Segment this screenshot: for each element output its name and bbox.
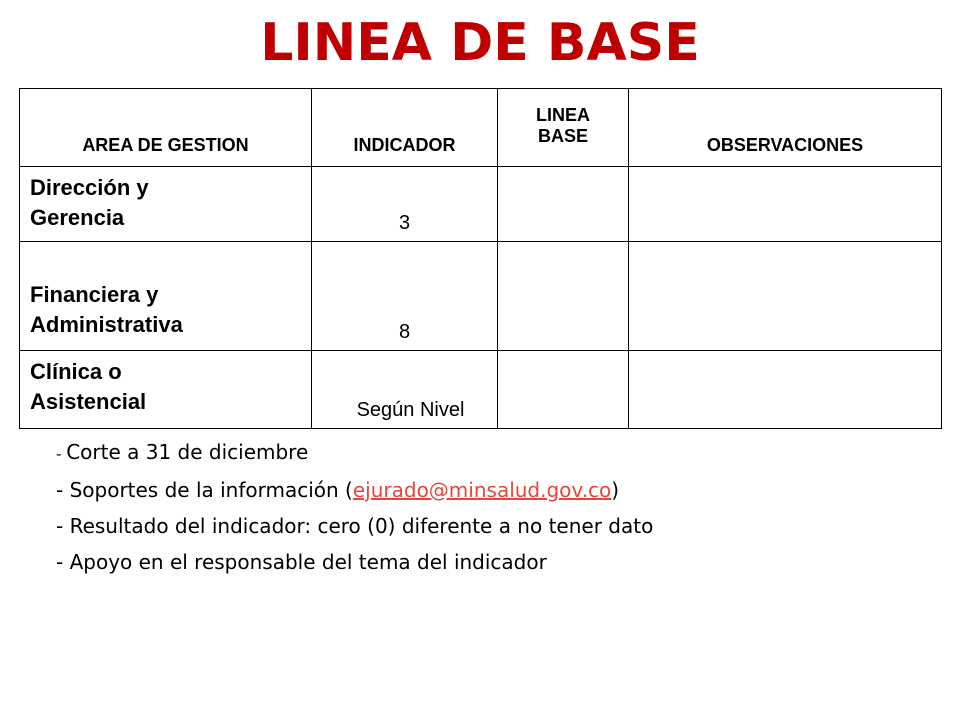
header-linea-base-line1: LINEA: [536, 104, 590, 125]
note-soportes: [56, 472, 653, 508]
note-corte: [56, 434, 653, 472]
note-corte-text: Corte a 31 de diciembre: [66, 440, 309, 464]
baseline-table: [19, 88, 942, 429]
table-header-row: [20, 89, 942, 167]
note-soportes-after: ): [611, 478, 620, 502]
area-line2: Gerencia: [30, 205, 125, 230]
indicador-cell: Según Nivel: [312, 351, 498, 429]
table-row: [20, 242, 942, 351]
area-cell: [20, 351, 312, 429]
table-row: [20, 351, 942, 429]
page-title: LINEA DE BASE: [260, 13, 700, 73]
header-area: AREA DE GESTION: [20, 89, 312, 167]
observaciones-cell: [629, 351, 942, 429]
indicador-cell: 8: [312, 242, 498, 351]
header-indicador: INDICADOR: [312, 89, 498, 167]
area-line1: Dirección y: [30, 175, 149, 200]
notes-list: [56, 434, 653, 580]
indicador-cell: 3: [312, 167, 498, 242]
observaciones-cell: [629, 167, 942, 242]
observaciones-cell: [629, 242, 942, 351]
header-linea-base: [498, 89, 629, 167]
area-cell: [20, 242, 312, 351]
header-linea-base-line2: BASE: [537, 125, 588, 146]
note-resultado: - Resultado del indicador: cero (0) diferente a no tener dato: [56, 514, 654, 538]
table-row: [20, 167, 942, 242]
linea-base-cell: [498, 242, 629, 351]
area-line1: Clínica o: [30, 359, 122, 384]
note-dash: -: [56, 445, 67, 463]
area-line2: Asistencial: [30, 389, 147, 414]
header-observaciones: OBSERVACIONES: [629, 89, 942, 167]
note-soportes-before: - Soportes de la información (: [56, 478, 353, 502]
linea-base-cell: [498, 351, 629, 429]
area-cell: [20, 167, 312, 242]
area-line2: Administrativa: [30, 312, 183, 337]
email-link[interactable]: ejurado@minsalud.gov.co: [352, 478, 612, 502]
linea-base-cell: [498, 167, 629, 242]
note-apoyo: - Apoyo en el responsable del tema del indicador: [56, 550, 547, 574]
area-line1: Financiera y: [30, 282, 159, 307]
